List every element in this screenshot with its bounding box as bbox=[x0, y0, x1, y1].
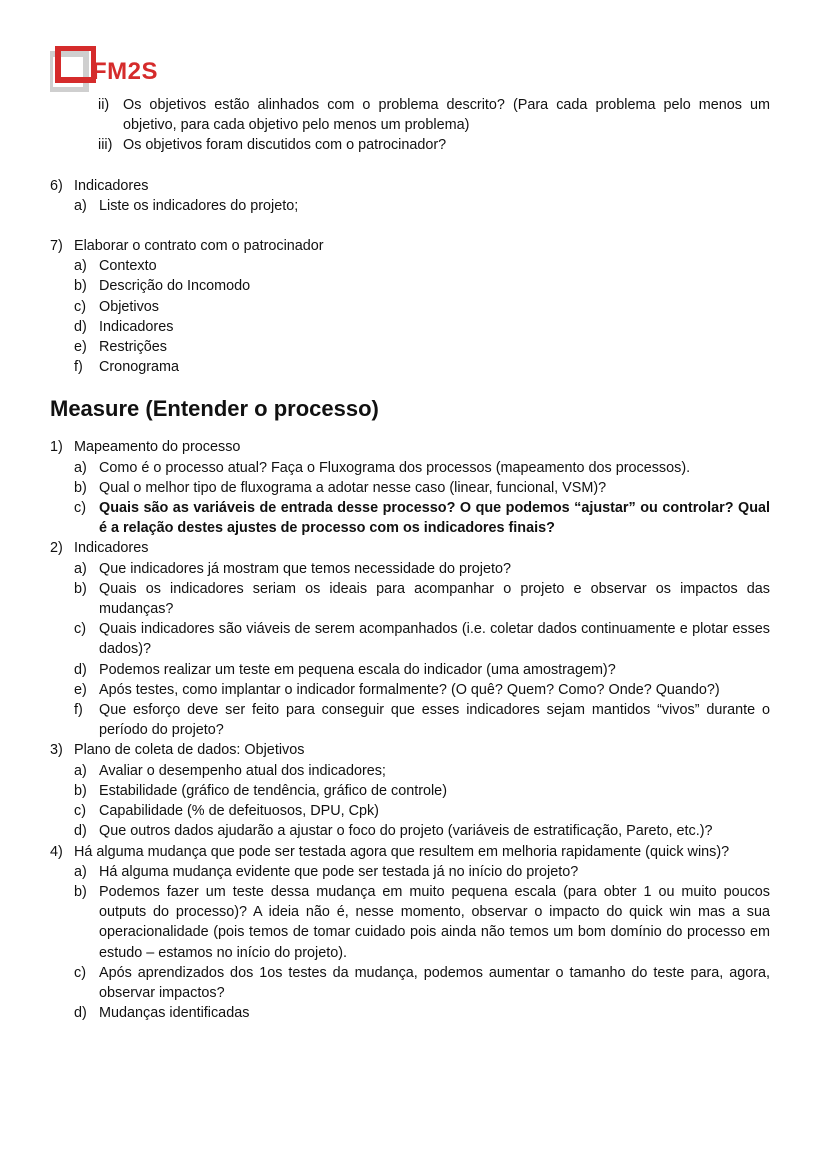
measure-heading: Measure (Entender o processo) bbox=[50, 396, 379, 422]
list-text: Indicadores bbox=[99, 318, 174, 335]
list-text: Quais são as variáveis de entrada desse processo? O que podemos “ajustar” ou controlar? Qual é a relação destes ajustes de processo com os indicadores finais? bbox=[99, 500, 770, 537]
list-marker: d) bbox=[74, 318, 87, 335]
list-item bbox=[50, 196, 770, 216]
list-text: Mudanças identificadas bbox=[99, 1005, 250, 1022]
list-item bbox=[50, 862, 770, 882]
list-text: Após testes, como implantar o indicador formalmente? (O quê? Quem? Como? Onde? Quando?) bbox=[99, 681, 720, 698]
fm2s-logo bbox=[50, 46, 180, 94]
list-item bbox=[50, 821, 770, 841]
list-marker: c) bbox=[74, 964, 86, 981]
list-item bbox=[50, 297, 770, 317]
measure-section-4 bbox=[50, 842, 770, 862]
list-item bbox=[50, 317, 770, 337]
list-text: Como é o processo atual? Faça o Fluxograma dos processos (mapeamento dos processos). bbox=[99, 459, 691, 476]
list-text: Liste os indicadores do projeto; bbox=[99, 197, 299, 214]
list-marker: ii) bbox=[98, 97, 110, 113]
list-text: Objetivos bbox=[99, 298, 159, 315]
list-item bbox=[50, 700, 770, 740]
list-marker: d) bbox=[74, 661, 87, 678]
list-text: Podemos fazer um teste dessa mudança em muito pequena escala (para obter 1 ou muito poucos outputs do processo)? A ideia não é, nesse momento, observar o impacto do quick win mas a sua operacionalidade (pois temos de tomar cuidado pois ainda não temos um bom domínio do processo em estudo – estamos no início do projeto). bbox=[99, 883, 770, 961]
list-marker: e) bbox=[74, 339, 87, 356]
list-marker: 3) bbox=[50, 742, 63, 759]
list-item bbox=[50, 680, 770, 700]
list-text: Restrições bbox=[99, 339, 167, 356]
list-marker: 6) bbox=[50, 177, 63, 194]
list-marker: b) bbox=[74, 883, 87, 900]
list-item bbox=[50, 882, 770, 963]
list-marker: a) bbox=[74, 560, 87, 577]
logo-text: FM2S bbox=[92, 58, 159, 85]
list-text: Avaliar o desempenho atual dos indicadores; bbox=[99, 762, 386, 779]
section-title: Mapeamento do processo bbox=[74, 439, 241, 456]
section-title: Indicadores bbox=[74, 177, 149, 194]
list-text: Após aprendizados dos 1os testes da mudança, podemos aumentar o tamanho do teste para, agora, observar impactos? bbox=[99, 964, 770, 1001]
list-item bbox=[50, 963, 770, 1003]
list-item bbox=[50, 135, 770, 155]
list-item bbox=[50, 357, 770, 377]
list-text: Podemos realizar um teste em pequena escala do indicador (uma amostragem)? bbox=[99, 661, 616, 678]
list-marker: 2) bbox=[50, 540, 63, 557]
list-item bbox=[50, 559, 770, 579]
measure-section-1 bbox=[50, 437, 770, 457]
list-marker: 1) bbox=[50, 439, 63, 456]
list-marker: c) bbox=[74, 803, 86, 820]
list-text: Descrição do Incomodo bbox=[99, 278, 251, 295]
list-marker: a) bbox=[74, 459, 87, 476]
list-item bbox=[50, 458, 770, 478]
list-marker: b) bbox=[74, 479, 87, 496]
list-text: Estabilidade (gráfico de tendência, gráfico de controle) bbox=[99, 782, 447, 799]
list-marker: 7) bbox=[50, 238, 63, 255]
section-6 bbox=[50, 176, 770, 196]
list-marker: b) bbox=[74, 782, 87, 799]
list-text: Que outros dados ajudarão a ajustar o foco do projeto (variáveis de estratificação, Pareto, etc.)? bbox=[99, 823, 713, 840]
list-text: Qual o melhor tipo de fluxograma a adotar nesse caso (linear, funcional, VSM)? bbox=[99, 479, 607, 496]
list-marker: a) bbox=[74, 863, 87, 880]
list-item bbox=[50, 660, 770, 680]
logo-mark-icon bbox=[50, 46, 96, 92]
list-item bbox=[50, 276, 770, 296]
list-marker: f) bbox=[74, 359, 83, 376]
list-marker: d) bbox=[74, 1005, 87, 1022]
list-marker: c) bbox=[74, 298, 86, 315]
list-marker: b) bbox=[74, 580, 87, 597]
list-item bbox=[50, 337, 770, 357]
list-marker: b) bbox=[74, 278, 87, 295]
list-marker: a) bbox=[74, 258, 87, 275]
list-text: Quais indicadores são viáveis de serem acompanhados (i.e. coletar dados continuamente e plotar esses dados)? bbox=[99, 621, 770, 658]
list-marker: e) bbox=[74, 681, 87, 698]
list-item bbox=[50, 1003, 770, 1023]
list-marker: iii) bbox=[98, 137, 113, 154]
list-marker: c) bbox=[74, 500, 86, 517]
list-item bbox=[50, 619, 770, 659]
list-item bbox=[50, 256, 770, 276]
measure-section-2 bbox=[50, 538, 770, 558]
list-marker: a) bbox=[74, 762, 87, 779]
document-body bbox=[50, 95, 770, 1023]
measure-section-3 bbox=[50, 740, 770, 760]
section-title: Elaborar o contrato com o patrocinador bbox=[74, 238, 324, 255]
list-marker: f) bbox=[74, 702, 83, 719]
list-text: Contexto bbox=[99, 258, 157, 275]
section-7 bbox=[50, 236, 770, 256]
list-text: Os objetivos estão alinhados com o problema descrito? (Para cada problema pelo menos um objetivo, para cada objetivo pelo menos um problema) bbox=[123, 97, 770, 134]
list-text: Que esforço deve ser feito para conseguir que esses indicadores sejam mantidos “vivos” durante o período do projeto? bbox=[99, 702, 770, 739]
section-title: Há alguma mudança que pode ser testada agora que resultem em melhoria rapidamente (quick wins)? bbox=[74, 843, 730, 860]
list-item bbox=[50, 95, 770, 135]
list-item bbox=[50, 478, 770, 498]
list-item bbox=[50, 498, 770, 538]
section-title: Indicadores bbox=[74, 540, 149, 557]
list-item bbox=[50, 579, 770, 619]
section-title: Plano de coleta de dados: Objetivos bbox=[74, 742, 305, 759]
list-text: Há alguma mudança evidente que pode ser testada já no início do projeto? bbox=[99, 863, 579, 880]
list-text: Capabilidade (% de defeituosos, DPU, Cpk) bbox=[99, 803, 379, 820]
list-text: Cronograma bbox=[99, 359, 179, 376]
list-item bbox=[50, 781, 770, 801]
list-marker: a) bbox=[74, 197, 87, 214]
list-text: Que indicadores já mostram que temos necessidade do projeto? bbox=[99, 560, 511, 577]
list-item bbox=[50, 761, 770, 781]
list-text: Os objetivos foram discutidos com o patrocinador? bbox=[123, 137, 447, 154]
list-marker: 4) bbox=[50, 843, 63, 860]
list-marker: c) bbox=[74, 621, 86, 638]
list-item bbox=[50, 801, 770, 821]
list-marker: d) bbox=[74, 823, 87, 840]
list-text: Quais os indicadores seriam os ideais para acompanhar o projeto e observar os impactos das mudanças? bbox=[99, 580, 770, 618]
